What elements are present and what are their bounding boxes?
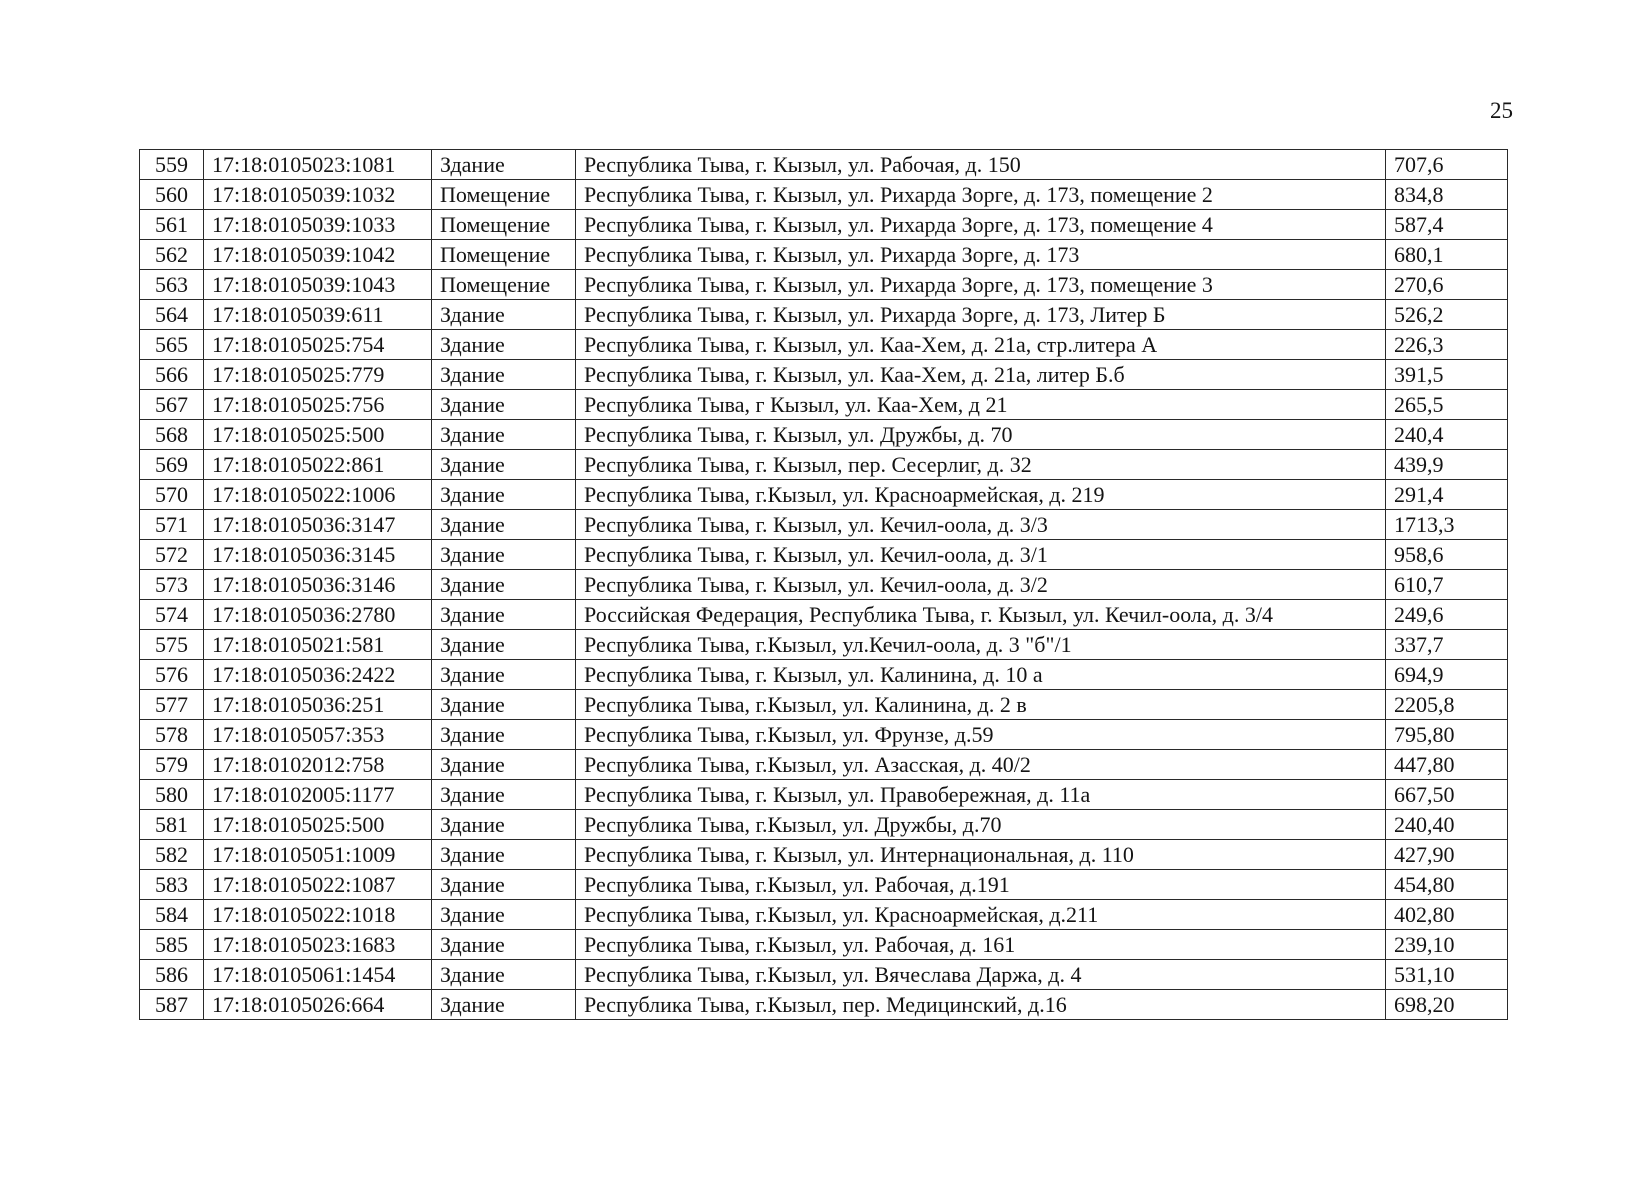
object-type-cell: Здание	[432, 780, 576, 810]
area-cell: 427,90	[1386, 840, 1508, 870]
address-cell: Республика Тыва, г. Кызыл, ул. Каа-Хем, д. 21а, литер Б.б	[576, 360, 1386, 390]
address-cell: Республика Тыва, г.Кызыл, пер. Медицинский, д.16	[576, 990, 1386, 1020]
cadastral-number-cell: 17:18:0105025:500	[204, 810, 432, 840]
row-number-cell: 565	[140, 330, 204, 360]
object-type-cell: Помещение	[432, 210, 576, 240]
area-cell: 265,5	[1386, 390, 1508, 420]
address-cell: Республика Тыва, г.Кызыл, ул. Азасская, д. 40/2	[576, 750, 1386, 780]
row-number-cell: 574	[140, 600, 204, 630]
row-number-cell: 581	[140, 810, 204, 840]
row-number-cell: 575	[140, 630, 204, 660]
object-type-cell: Здание	[432, 840, 576, 870]
cadastral-number-cell: 17:18:0105039:1033	[204, 210, 432, 240]
object-type-cell: Здание	[432, 150, 576, 180]
row-number-cell: 571	[140, 510, 204, 540]
row-number-cell: 586	[140, 960, 204, 990]
row-number-cell: 580	[140, 780, 204, 810]
address-cell: Республика Тыва, г. Кызыл, пер. Сесерлиг, д. 32	[576, 450, 1386, 480]
object-type-cell: Здание	[432, 600, 576, 630]
area-cell: 391,5	[1386, 360, 1508, 390]
table-row	[140, 600, 1508, 630]
object-type-cell: Здание	[432, 360, 576, 390]
cadastral-number-cell: 17:18:0105061:1454	[204, 960, 432, 990]
object-type-cell: Здание	[432, 420, 576, 450]
cadastral-number-cell: 17:18:0105039:611	[204, 300, 432, 330]
address-cell: Республика Тыва, г. Кызыл, ул. Рихарда Зорге, д. 173	[576, 240, 1386, 270]
row-number-cell: 566	[140, 360, 204, 390]
area-cell: 698,20	[1386, 990, 1508, 1020]
row-number-cell: 582	[140, 840, 204, 870]
area-cell: 439,9	[1386, 450, 1508, 480]
table-row	[140, 300, 1508, 330]
cadastral-number-cell: 17:18:0102012:758	[204, 750, 432, 780]
object-type-cell: Здание	[432, 300, 576, 330]
row-number-cell: 559	[140, 150, 204, 180]
object-type-cell: Здание	[432, 660, 576, 690]
table-row	[140, 660, 1508, 690]
cadastral-number-cell: 17:18:0105039:1043	[204, 270, 432, 300]
cadastral-number-cell: 17:18:0105036:2780	[204, 600, 432, 630]
area-cell: 834,8	[1386, 180, 1508, 210]
table-row	[140, 480, 1508, 510]
table-row	[140, 930, 1508, 960]
row-number-cell: 561	[140, 210, 204, 240]
object-type-cell: Здание	[432, 390, 576, 420]
address-cell: Республика Тыва, г.Кызыл, ул. Дружбы, д.70	[576, 810, 1386, 840]
row-number-cell: 567	[140, 390, 204, 420]
cadastral-number-cell: 17:18:0105022:1006	[204, 480, 432, 510]
address-cell: Республика Тыва, г.Кызыл, ул. Рабочая, д. 161	[576, 930, 1386, 960]
table-row	[140, 570, 1508, 600]
object-type-cell: Здание	[432, 480, 576, 510]
cadastral-number-cell: 17:18:0105039:1042	[204, 240, 432, 270]
address-cell: Республика Тыва, г. Кызыл, ул. Кечил-оола, д. 3/2	[576, 570, 1386, 600]
area-cell: 1713,3	[1386, 510, 1508, 540]
row-number-cell: 587	[140, 990, 204, 1020]
row-number-cell: 572	[140, 540, 204, 570]
table-row	[140, 690, 1508, 720]
table-row	[140, 870, 1508, 900]
object-type-cell: Здание	[432, 720, 576, 750]
object-type-cell: Здание	[432, 990, 576, 1020]
cadastral-number-cell: 17:18:0105036:251	[204, 690, 432, 720]
cadastral-number-cell: 17:18:0105036:3147	[204, 510, 432, 540]
table-row	[140, 810, 1508, 840]
table-row	[140, 630, 1508, 660]
table-row	[140, 360, 1508, 390]
row-number-cell: 577	[140, 690, 204, 720]
cadastral-number-cell: 17:18:0105023:1683	[204, 930, 432, 960]
address-cell: Республика Тыва, г.Кызыл, ул. Фрунзе, д.59	[576, 720, 1386, 750]
table-row	[140, 900, 1508, 930]
cadastral-number-cell: 17:18:0105051:1009	[204, 840, 432, 870]
table-row	[140, 840, 1508, 870]
object-type-cell: Помещение	[432, 180, 576, 210]
area-cell: 291,4	[1386, 480, 1508, 510]
cadastral-number-cell: 17:18:0105025:500	[204, 420, 432, 450]
row-number-cell: 562	[140, 240, 204, 270]
cadastral-number-cell: 17:18:0105023:1081	[204, 150, 432, 180]
area-cell: 680,1	[1386, 240, 1508, 270]
row-number-cell: 583	[140, 870, 204, 900]
object-type-cell: Здание	[432, 930, 576, 960]
area-cell: 795,80	[1386, 720, 1508, 750]
address-cell: Республика Тыва, г. Кызыл, ул. Рихарда Зорге, д. 173, помещение 3	[576, 270, 1386, 300]
address-cell: Республика Тыва, г. Кызыл, ул. Кечил-оола, д. 3/1	[576, 540, 1386, 570]
area-cell: 531,10	[1386, 960, 1508, 990]
object-type-cell: Здание	[432, 510, 576, 540]
object-type-cell: Здание	[432, 870, 576, 900]
area-cell: 707,6	[1386, 150, 1508, 180]
address-cell: Республика Тыва, г.Кызыл, ул. Рабочая, д.191	[576, 870, 1386, 900]
object-type-cell: Здание	[432, 960, 576, 990]
area-cell: 240,4	[1386, 420, 1508, 450]
cadastral-number-cell: 17:18:0105022:1018	[204, 900, 432, 930]
property-registry-table	[139, 149, 1508, 1020]
row-number-cell: 569	[140, 450, 204, 480]
area-cell: 2205,8	[1386, 690, 1508, 720]
table-row	[140, 420, 1508, 450]
table-row	[140, 270, 1508, 300]
area-cell: 226,3	[1386, 330, 1508, 360]
object-type-cell: Здание	[432, 750, 576, 780]
cadastral-number-cell: 17:18:0105025:756	[204, 390, 432, 420]
table-row	[140, 750, 1508, 780]
object-type-cell: Здание	[432, 450, 576, 480]
table-row	[140, 540, 1508, 570]
address-cell: Республика Тыва, г.Кызыл, ул. Калинина, д. 2 в	[576, 690, 1386, 720]
area-cell: 240,40	[1386, 810, 1508, 840]
address-cell: Республика Тыва, г. Кызыл, ул. Рихарда Зорге, д. 173, помещение 4	[576, 210, 1386, 240]
table-row	[140, 240, 1508, 270]
address-cell: Республика Тыва, г. Кызыл, ул. Рихарда Зорге, д. 173, Литер Б	[576, 300, 1386, 330]
address-cell: Республика Тыва, г. Кызыл, ул. Рабочая, д. 150	[576, 150, 1386, 180]
table-row	[140, 330, 1508, 360]
address-cell: Республика Тыва, г Кызыл, ул. Каа-Хем, д 21	[576, 390, 1386, 420]
address-cell: Республика Тыва, г.Кызыл, ул. Красноармейская, д.211	[576, 900, 1386, 930]
page-number: 25	[1490, 98, 1513, 123]
object-type-cell: Здание	[432, 540, 576, 570]
object-type-cell: Здание	[432, 570, 576, 600]
area-cell: 610,7	[1386, 570, 1508, 600]
cadastral-number-cell: 17:18:0105039:1032	[204, 180, 432, 210]
cadastral-number-cell: 17:18:0105036:3146	[204, 570, 432, 600]
area-cell: 239,10	[1386, 930, 1508, 960]
table-row	[140, 510, 1508, 540]
object-type-cell: Здание	[432, 630, 576, 660]
area-cell: 337,7	[1386, 630, 1508, 660]
address-cell: Республика Тыва, г. Кызыл, ул. Калинина, д. 10 а	[576, 660, 1386, 690]
area-cell: 587,4	[1386, 210, 1508, 240]
area-cell: 958,6	[1386, 540, 1508, 570]
address-cell: Республика Тыва, г. Кызыл, ул. Интернациональная, д. 110	[576, 840, 1386, 870]
address-cell: Республика Тыва, г. Кызыл, ул. Правобережная, д. 11а	[576, 780, 1386, 810]
address-cell: Республика Тыва, г. Кызыл, ул. Рихарда Зорге, д. 173, помещение 2	[576, 180, 1386, 210]
object-type-cell: Здание	[432, 810, 576, 840]
cadastral-number-cell: 17:18:0102005:1177	[204, 780, 432, 810]
cadastral-number-cell: 17:18:0105036:3145	[204, 540, 432, 570]
area-cell: 270,6	[1386, 270, 1508, 300]
address-cell: Республика Тыва, г.Кызыл, ул. Красноармейская, д. 219	[576, 480, 1386, 510]
row-number-cell: 576	[140, 660, 204, 690]
table-row	[140, 150, 1508, 180]
cadastral-number-cell: 17:18:0105036:2422	[204, 660, 432, 690]
cadastral-number-cell: 17:18:0105026:664	[204, 990, 432, 1020]
address-cell: Республика Тыва, г.Кызыл, ул.Кечил-оола, д. 3 "б"/1	[576, 630, 1386, 660]
object-type-cell: Здание	[432, 900, 576, 930]
address-cell: Республика Тыва, г. Кызыл, ул. Кечил-оола, д. 3/3	[576, 510, 1386, 540]
area-cell: 694,9	[1386, 660, 1508, 690]
cadastral-number-cell: 17:18:0105021:581	[204, 630, 432, 660]
cadastral-number-cell: 17:18:0105022:1087	[204, 870, 432, 900]
table-row	[140, 390, 1508, 420]
area-cell: 402,80	[1386, 900, 1508, 930]
row-number-cell: 573	[140, 570, 204, 600]
address-cell: Республика Тыва, г.Кызыл, ул. Вячеслава Даржа, д. 4	[576, 960, 1386, 990]
table-row	[140, 960, 1508, 990]
area-cell: 454,80	[1386, 870, 1508, 900]
row-number-cell: 563	[140, 270, 204, 300]
table-row	[140, 990, 1508, 1020]
table-row	[140, 180, 1508, 210]
row-number-cell: 568	[140, 420, 204, 450]
object-type-cell: Здание	[432, 330, 576, 360]
cadastral-number-cell: 17:18:0105057:353	[204, 720, 432, 750]
table-row	[140, 720, 1508, 750]
row-number-cell: 578	[140, 720, 204, 750]
table-row	[140, 450, 1508, 480]
table-row	[140, 210, 1508, 240]
row-number-cell: 579	[140, 750, 204, 780]
object-type-cell: Здание	[432, 690, 576, 720]
cadastral-number-cell: 17:18:0105025:754	[204, 330, 432, 360]
area-cell: 249,6	[1386, 600, 1508, 630]
object-type-cell: Помещение	[432, 270, 576, 300]
row-number-cell: 560	[140, 180, 204, 210]
row-number-cell: 585	[140, 930, 204, 960]
table-row	[140, 780, 1508, 810]
row-number-cell: 564	[140, 300, 204, 330]
object-type-cell: Помещение	[432, 240, 576, 270]
address-cell: Республика Тыва, г. Кызыл, ул. Каа-Хем, д. 21а, стр.литера А	[576, 330, 1386, 360]
area-cell: 526,2	[1386, 300, 1508, 330]
cadastral-number-cell: 17:18:0105022:861	[204, 450, 432, 480]
registry-table-body	[140, 150, 1508, 1020]
row-number-cell: 570	[140, 480, 204, 510]
area-cell: 447,80	[1386, 750, 1508, 780]
address-cell: Российская Федерация, Республика Тыва, г. Кызыл, ул. Кечил-оола, д. 3/4	[576, 600, 1386, 630]
area-cell: 667,50	[1386, 780, 1508, 810]
row-number-cell: 584	[140, 900, 204, 930]
cadastral-number-cell: 17:18:0105025:779	[204, 360, 432, 390]
address-cell: Республика Тыва, г. Кызыл, ул. Дружбы, д. 70	[576, 420, 1386, 450]
